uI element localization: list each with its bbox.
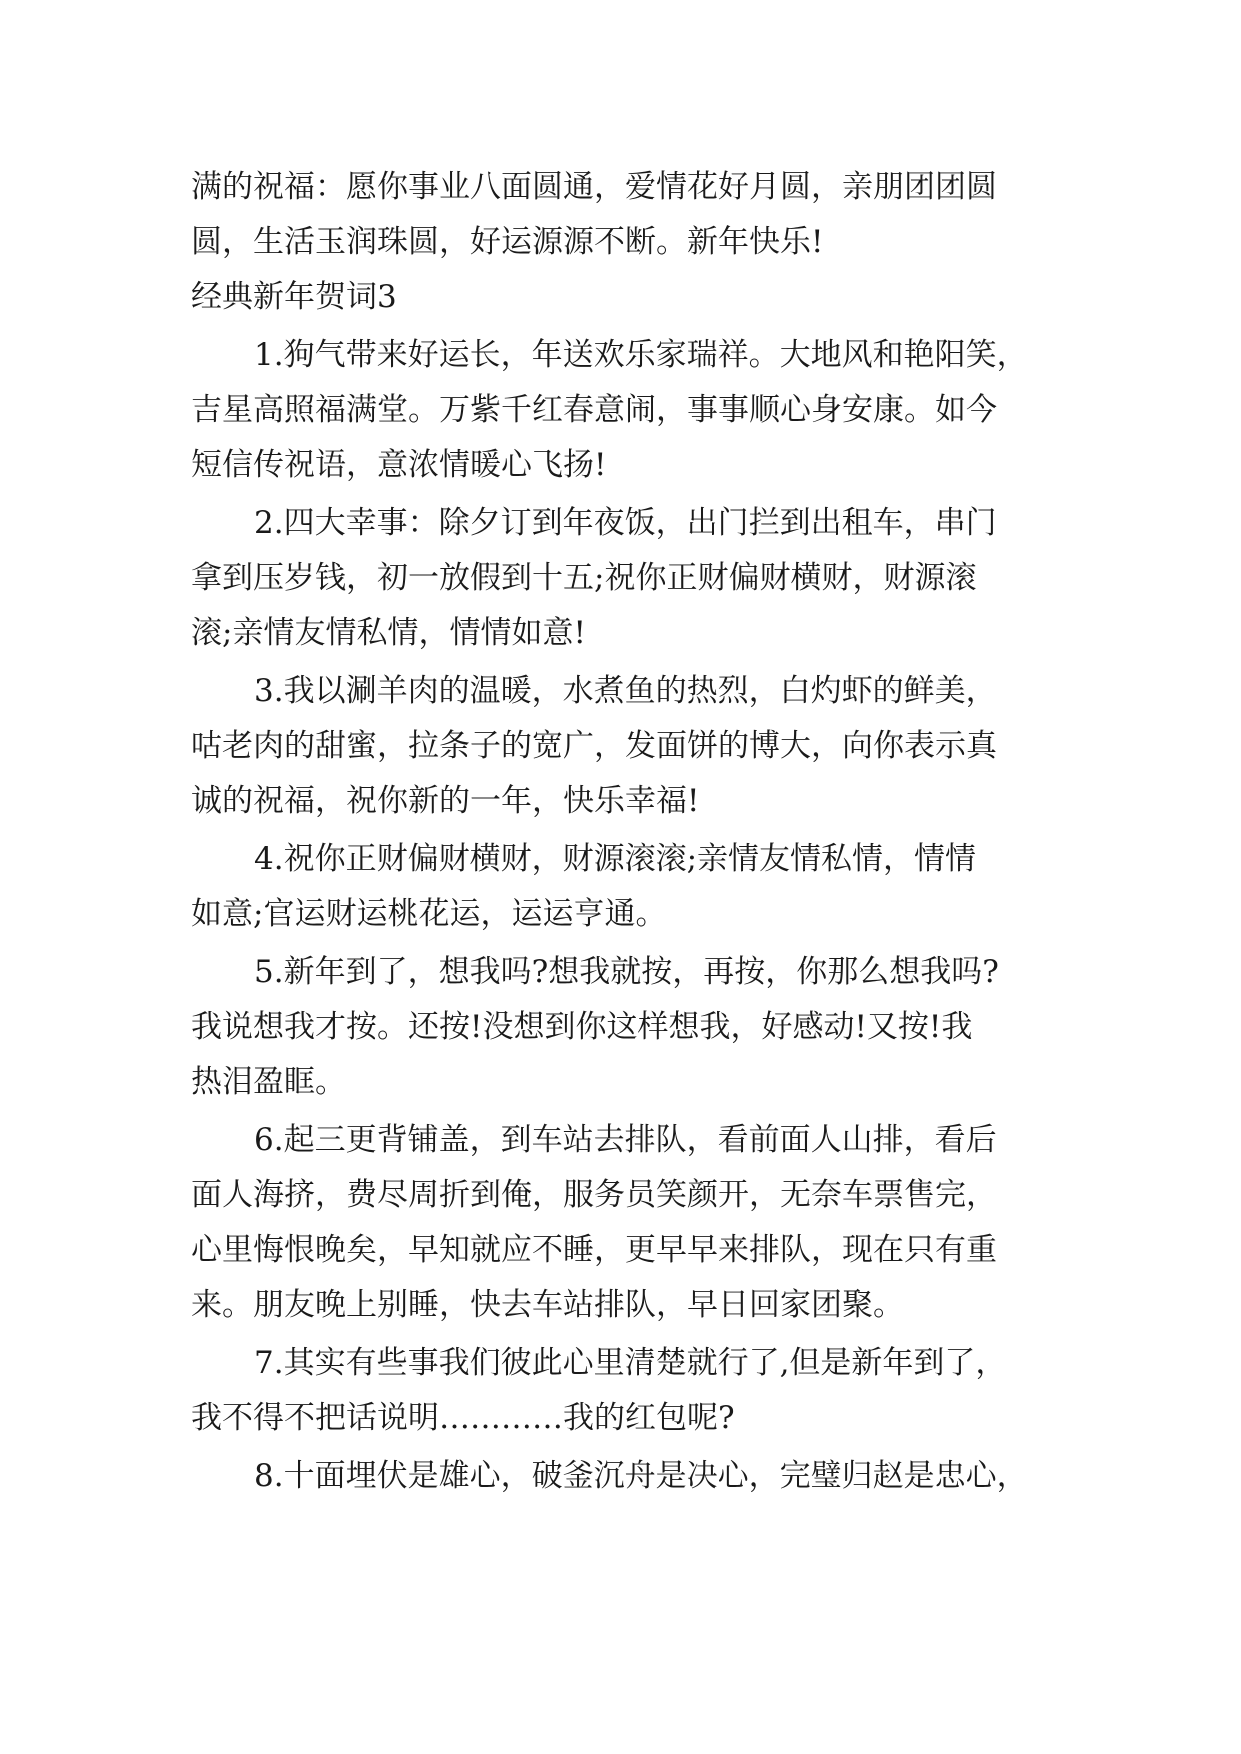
text-line: 面人海挤，费尽周折到俺，服务员笑颜开，无奈车票售完， xyxy=(191,1177,997,1213)
text-line: 7.其实有些事我们彼此心里清楚就行了,但是新年到了， xyxy=(254,1345,1007,1381)
greeting-paragraph-1 xyxy=(191,328,1061,493)
text-line: 滚;亲情友情私情，情情如意! xyxy=(191,615,586,651)
text-line: 短信传祝语，意浓情暖心飞扬! xyxy=(191,447,607,483)
section-heading: 经典新年贺词3 xyxy=(191,279,397,315)
text-line: 来。朋友晚上别睡，快去车站排队，早日回家团聚。 xyxy=(191,1287,904,1323)
text-line: 我不得不把话说明…………我的红包呢? xyxy=(191,1400,735,1436)
document-body xyxy=(191,160,1061,1504)
text-line: 如意;官运财运桃花运，运运亨通。 xyxy=(191,896,667,932)
greeting-paragraph-4 xyxy=(191,832,1061,942)
intro-paragraph xyxy=(191,160,1061,270)
text-line: 满的祝福：愿你事业八面圆通，爱情花好月圆，亲朋团团圆 xyxy=(191,169,997,205)
greeting-paragraph-5 xyxy=(191,945,1061,1110)
text-line: 心里悔恨晚矣，早知就应不睡，更早早来排队，现在只有重 xyxy=(191,1232,997,1268)
greeting-paragraph-3 xyxy=(191,664,1061,829)
text-line: 1.狗气带来好运长，年送欢乐家瑞祥。大地风和艳阳笑， xyxy=(254,337,1028,373)
text-line: 4.祝你正财偏财横财，财源滚滚;亲情友情私情，情情 xyxy=(254,841,977,877)
text-line: 我说想我才按。还按!没想到你这样想我，好感动!又按!我 xyxy=(191,1009,973,1045)
text-line: 2.四大幸事：除夕订到年夜饭，出门拦到出租车，串门 xyxy=(254,505,997,541)
text-line: 圆，生活玉润珠圆，好运源源不断。新年快乐! xyxy=(191,224,824,260)
text-line: 拿到压岁钱，初一放假到十五;祝你正财偏财横财，财源滚 xyxy=(191,560,977,596)
greeting-paragraph-8 xyxy=(191,1449,1061,1504)
text-line: 8.十面埋伏是雄心，破釜沉舟是决心，完璧归赵是忠心， xyxy=(254,1458,1028,1494)
text-line: 吉星高照福满堂。万紫千红春意闹，事事顺心身安康。如今 xyxy=(191,392,997,428)
greeting-paragraph-7 xyxy=(191,1336,1061,1446)
text-line: 热泪盈眶。 xyxy=(191,1064,346,1100)
text-line: 咕老肉的甜蜜，拉条子的宽广，发面饼的博大，向你表示真 xyxy=(191,728,997,764)
greeting-paragraph-6 xyxy=(191,1113,1061,1333)
text-line: 3.我以涮羊肉的温暖，水煮鱼的热烈，白灼虾的鲜美， xyxy=(254,673,997,709)
text-line: 诚的祝福，祝你新的一年，快乐幸福! xyxy=(191,783,700,819)
greeting-paragraph-2 xyxy=(191,496,1061,661)
text-line: 5.新年到了，想我吗?想我就按，再按，你那么想我吗? xyxy=(254,954,999,990)
text-line: 6.起三更背铺盖，到车站去排队，看前面人山排，看后 xyxy=(254,1122,997,1158)
